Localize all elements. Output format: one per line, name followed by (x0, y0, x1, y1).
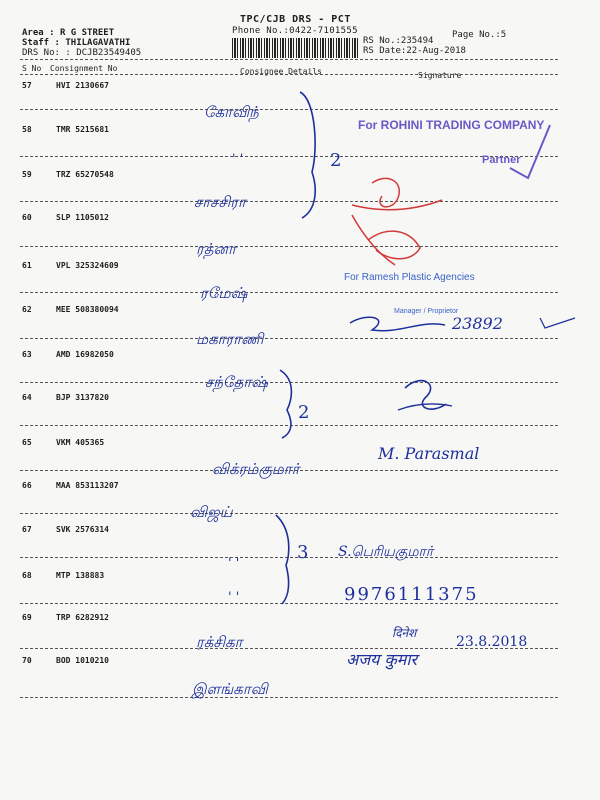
handwritten-name: ரக்சிகா (196, 633, 243, 651)
row-consignment: MEE 508380094 (56, 305, 119, 314)
area-label: Area : (22, 28, 55, 38)
handwritten-name: விக்ரம்குமார் (212, 460, 300, 478)
row-sno: 57 (22, 81, 32, 90)
area-value: R G STREET (59, 28, 115, 38)
row-sno: 69 (22, 613, 32, 622)
stamp-company: For ROHINI TRADING COMPANY (358, 118, 545, 132)
handwritten-name: கோவிந் (204, 103, 259, 121)
row-sno: 63 (22, 350, 32, 359)
row-consignment: BJP 3137820 (56, 393, 109, 402)
signature-name: S.பெரியகுமார் (338, 544, 434, 560)
handwritten-name: மகாராணி (196, 330, 264, 348)
handwritten-ditto: ' ' (228, 556, 240, 571)
handwritten-ditto: ' ' (232, 152, 244, 167)
row-sno: 60 (22, 213, 32, 222)
row-consignment: TRP 6282912 (56, 613, 109, 622)
col-consignment: Consignment No (50, 64, 118, 73)
row-consignment: TMR 5215681 (56, 125, 109, 134)
row-consignment: BOD 1010210 (56, 656, 109, 665)
handwritten-count: 2 (298, 402, 310, 423)
handwritten-name: ரத்னா (196, 240, 236, 258)
rs-date: RS Date:22-Aug-2018 (363, 46, 466, 56)
col-signature: Signature (418, 71, 462, 80)
stamp-company: For Ramesh Plastic Agencies (344, 272, 475, 283)
stamp-partner: Partner (482, 154, 521, 166)
page-number: Page No.:5 (452, 30, 507, 40)
handwritten-count: 3 (297, 542, 309, 563)
row-consignment: HVI 2130667 (56, 81, 109, 90)
signature-phone: 9976111375 (344, 584, 479, 605)
drs-label: DRS No: : (22, 48, 71, 58)
handwritten-name: சாசசிரா (194, 193, 246, 211)
document-title: TPC/CJB DRS - PCT (240, 14, 351, 25)
row-sno: 66 (22, 481, 32, 490)
signature-date: 23.8.2018 (456, 634, 528, 650)
staff-label: Staff : (22, 38, 60, 48)
handwritten-name: ரமேஷ் (200, 284, 248, 302)
row-consignment: SVK 2576314 (56, 525, 109, 534)
row-consignment: MAA 853113207 (56, 481, 119, 490)
drs-value: DCJB23549405 (76, 48, 142, 58)
phone-number: Phone No.:0422-7101555 (232, 26, 358, 36)
row-consignment: MTP 138883 (56, 571, 105, 580)
row-consignment: SLP 1105012 (56, 213, 109, 222)
row-sno: 70 (22, 656, 32, 665)
row-sno: 58 (22, 125, 32, 134)
rs-number: RS No.:235494 (363, 36, 434, 46)
handwritten-name: சந்தோஷ் (205, 373, 268, 391)
row-sno: 59 (22, 170, 32, 179)
signature-number: 23892 (452, 314, 503, 333)
col-sno: S No (22, 64, 42, 73)
staff-value: THILAGAVATHI (65, 38, 131, 48)
row-sno: 62 (22, 305, 32, 314)
col-consignee: Consignee Details (240, 67, 322, 76)
row-sno: 67 (22, 525, 32, 534)
row-sno: 68 (22, 571, 32, 580)
handwritten-name: இளங்காவி (192, 680, 268, 698)
row-sno: 61 (22, 261, 32, 270)
row-consignment: VKM 405365 (56, 438, 105, 447)
row-consignment: AMD 16982050 (56, 350, 114, 359)
signature-name: अजय कुमार (346, 650, 418, 669)
handwritten-name: விஜய் (190, 503, 233, 521)
handwritten-count: 2 (330, 150, 342, 171)
signature-name: दिनेश (392, 626, 417, 640)
row-sno: 65 (22, 438, 32, 447)
row-consignment: TRZ 65270548 (56, 170, 114, 179)
row-sno: 64 (22, 393, 32, 402)
handwritten-ditto: ' ' (228, 590, 240, 605)
row-consignment: VPL 325324609 (56, 261, 119, 270)
signature-name: M. Parasmal (378, 444, 480, 463)
stamp-manager: Manager / Proprietor (394, 308, 459, 315)
